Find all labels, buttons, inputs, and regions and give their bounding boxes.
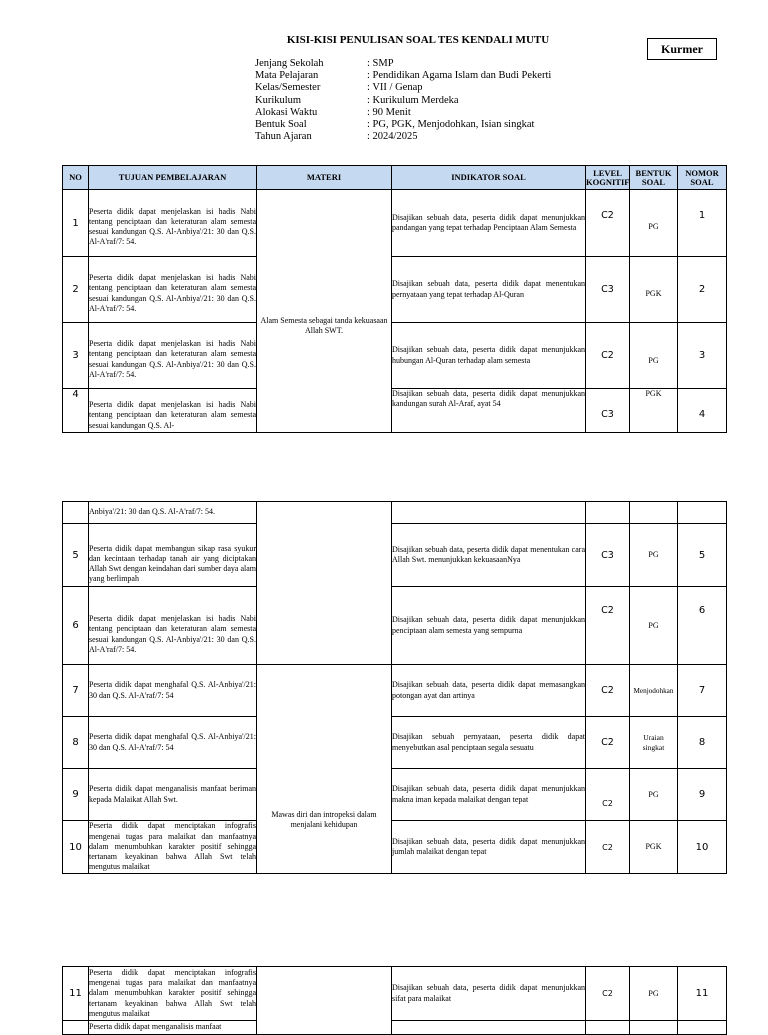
- row-bentuk: PGK: [630, 389, 678, 433]
- header-level: LEVEL KOGNITIF: [586, 166, 630, 190]
- info-value: : SMP: [367, 58, 394, 69]
- row-nomor: 2: [678, 257, 727, 323]
- row-bentuk: PG: [630, 190, 678, 257]
- row-bentuk: PGK: [630, 821, 678, 874]
- row-indikator: Disajikan sebuah data, peserta didik dapat menunjukkan jumlah malaikat dengan tepat: [392, 821, 586, 874]
- row-indikator: Disajikan sebuah data, peserta didik dapat menentukan cara Allah Swt. menunjukkan kekuasaanNya: [392, 524, 586, 587]
- info-value: : Kurikulum Merdeka: [367, 94, 459, 106]
- row-tujuan: Peserta didik dapat menciptakan infografis mengenai tugas para malaikat dan manfaatnya dalam menumbuhkan karakter positif sehingga tertanam keyakinan bahwa Allah Swt telah mengutus malaikat: [89, 821, 257, 874]
- info-label: Tahun Ajaran: [255, 131, 312, 143]
- row-nomor: 11: [678, 967, 727, 1021]
- row-tujuan: Peserta didik dapat menciptakan infografis mengenai tugas para malaikat dan manfaatnya dalam menumbuhkan karakter positif sehingga tertanam keyakinan bahwa Allah Swt telah mengutus malaikat: [89, 967, 257, 1021]
- row-nomor: 9: [678, 769, 727, 821]
- row-no: 2: [63, 257, 89, 323]
- table-row: [63, 389, 727, 433]
- info-label: Kurikulum: [255, 94, 302, 106]
- info-row-jenjang: [255, 58, 551, 70]
- row-indikator: Disajikan sebuah data, peserta didik dapat menunjukkan sifat para malaikat: [392, 967, 586, 1021]
- row-nomor: 5: [678, 524, 727, 587]
- row-bentuk: PG: [630, 967, 678, 1021]
- table-row: [63, 1021, 727, 1035]
- row-level: C2: [586, 717, 630, 769]
- row-nomor: 6: [678, 587, 727, 665]
- info-label: Kelas/Semester: [255, 82, 321, 94]
- kisi-table-part-3: [62, 966, 727, 1035]
- header-materi: MATERI: [257, 166, 392, 190]
- row-tujuan: Peserta didik dapat menjelaskan isi hadis Nabi tentang penciptaan dan keteraturan alam semesta sesuai kandungan Q.S. Al-Anbiya'/21: 30 dan Q.S. Al-A'raf/7: 54.: [89, 323, 257, 389]
- row-no: 4: [63, 389, 89, 433]
- header-no: NO: [63, 166, 89, 190]
- row-tujuan: Peserta didik dapat menghafal Q.S. Al-Anbiya'/21: 30 dan Q.S. Al-A'raf/7: 54: [89, 717, 257, 769]
- row-nomor: 10: [678, 821, 727, 874]
- info-row-tahun: [255, 131, 551, 143]
- kisi-table-part-1: [62, 165, 727, 433]
- row-materi: Alam Semesta sebagai tanda kekuasaan Allah SWT.: [257, 190, 392, 433]
- row-indikator: Disajikan sebuah data, peserta didik dapat menunjukkan kandungan surah Al-Araf, ayat 54: [392, 389, 586, 433]
- row-no: 3: [63, 323, 89, 389]
- row-nomor: 8: [678, 717, 727, 769]
- row-no: 9: [63, 769, 89, 821]
- document-title: KISI-KISI PENULISAN SOAL TES KENDALI MUTU: [286, 34, 550, 46]
- row-nomor: 4: [678, 389, 727, 433]
- table-row: [63, 665, 727, 717]
- table-row: [63, 821, 727, 874]
- info-label: Mata Pelajaran: [255, 70, 319, 82]
- row-indikator: Disajikan sebuah data, peserta didik dapat menunjukkan penciptaan alam semesta yang sempurna: [392, 587, 586, 665]
- header-bentuk: BENTUK SOAL: [630, 166, 678, 190]
- kisi-table-part-2: [62, 501, 727, 874]
- info-label: Jenjang Sekolah: [255, 58, 324, 69]
- row-nomor: 1: [678, 190, 727, 257]
- row-level: C3: [586, 524, 630, 587]
- info-row-alokasi: [255, 107, 551, 119]
- header-indikator: INDIKATOR SOAL: [392, 166, 586, 190]
- row-tujuan: Peserta didik dapat menjelaskan isi hadis Nabi tentang penciptaan dan keteraturan alam semesta sesuai kandungan Q.S. Al-Anbiya'/21: 30 dan Q.S. Al-A'raf/7: 54.: [89, 587, 257, 665]
- row-level: C2: [586, 190, 630, 257]
- info-label: Bentuk Soal: [255, 119, 307, 131]
- row-bentuk: PG: [630, 323, 678, 389]
- info-row-kurikulum: [255, 95, 551, 107]
- header-nomor: NOMOR SOAL: [678, 166, 727, 190]
- table-row: [63, 769, 727, 821]
- info-value: : 90 Menit: [367, 106, 411, 118]
- row-bentuk: PG: [630, 587, 678, 665]
- row-tujuan: Peserta didik dapat menganalisis manfaat beriman kepada Malaikat Allah Swt.: [89, 769, 257, 821]
- table-row: [63, 524, 727, 587]
- info-row-kelas: [255, 82, 551, 94]
- table-header-row: [63, 166, 727, 190]
- info-value: : VII / Genap: [367, 82, 423, 94]
- row-level: C2: [586, 769, 630, 821]
- info-value: : Pendidikan Agama Islam dan Budi Pekerti: [367, 70, 552, 82]
- table-row: [63, 717, 727, 769]
- info-label: Alokasi Waktu: [255, 106, 318, 118]
- row-no: 7: [63, 665, 89, 717]
- row-indikator: Disajikan sebuah data, peserta didik dapat memasangkan potongan ayat dan artinya: [392, 665, 586, 717]
- info-value: : PG, PGK, Menjodohkan, Isian singkat: [367, 119, 535, 131]
- row-indikator: Disajikan sebuah data, peserta didik dapat menunjukkan pandangan yang tepat terhadap Penciptaan Alam Semesta: [392, 190, 586, 257]
- row-level: C2: [586, 587, 630, 665]
- row-indikator: Disajikan sebuah data, peserta didik dapat menentukan pernyataan yang tepat terhadap Al-Quran: [392, 257, 586, 323]
- info-row-bentuk: [255, 119, 551, 131]
- row-no: 6: [63, 587, 89, 665]
- row-indikator: Disajikan sebuah data, peserta didik dapat menunjukkan hubungan Al-Quran terhadap alam semesta: [392, 323, 586, 389]
- curriculum-badge: Kurmer: [647, 38, 717, 60]
- row-nomor: 7: [678, 665, 727, 717]
- row-no: 10: [63, 821, 89, 874]
- row-bentuk: Uraian singkat: [630, 717, 678, 769]
- table-row: [63, 323, 727, 389]
- row-level: C2: [586, 967, 630, 1021]
- row-tujuan: Anbiya'/21: 30 dan Q.S. Al-A'raf/7: 54.: [89, 502, 257, 524]
- row-level: C3: [586, 257, 630, 323]
- row-bentuk: PG: [630, 769, 678, 821]
- table-row: [63, 502, 727, 524]
- row-tujuan: Peserta didik dapat menjelaskan isi hadis Nabi tentang penciptaan dan keteraturan alam semesta sesuai kandungan Q.S. Al-: [89, 389, 257, 433]
- table-row: [63, 967, 727, 1021]
- row-level: C2: [586, 323, 630, 389]
- row-level: C2: [586, 821, 630, 874]
- info-row-mapel: [255, 70, 551, 82]
- row-bentuk: PG: [630, 524, 678, 587]
- table-row: [63, 190, 727, 257]
- row-bentuk: PGK: [630, 257, 678, 323]
- table-row: [63, 257, 727, 323]
- row-indikator: Disajikan sebuah pernyataan, peserta didik dapat menyebutkan asal penciptaan segala sesuatu: [392, 717, 586, 769]
- row-no: 8: [63, 717, 89, 769]
- row-level: C2: [586, 665, 630, 717]
- row-materi: Mawas diri dan intropeksi dalam menjalani kehidupan: [257, 665, 392, 874]
- row-indikator: Disajikan sebuah data, peserta didik dapat menunjukkan makna iman kepada malaikat dengan tepat: [392, 769, 586, 821]
- row-tujuan: Peserta didik dapat menjelaskan isi hadis Nabi tentang penciptaan dan keteraturan alam semesta sesuai kandungan Q.S. Al-Anbiya'/21: 30 dan Q.S. Al-A'raf/7: 54.: [89, 190, 257, 257]
- row-nomor: 3: [678, 323, 727, 389]
- row-no: 5: [63, 524, 89, 587]
- row-tujuan: Peserta didik dapat menganalisis manfaat: [89, 1021, 257, 1035]
- row-no: 11: [63, 967, 89, 1021]
- info-value: : 2024/2025: [367, 131, 418, 143]
- row-tujuan: Peserta didik dapat menjelaskan isi hadis Nabi tentang penciptaan dan keteraturan alam semesta sesuai kandungan Q.S. Al-Anbiya'/21: 30 dan Q.S. Al-A'raf/7: 54.: [89, 257, 257, 323]
- document-info: [255, 58, 551, 143]
- row-no: 1: [63, 190, 89, 257]
- row-tujuan: Peserta didik dapat membangun sikap rasa syukur dan kecintaan terhadap tanah air yang diciptakan Allah Swt dengan keindahan dari sumber daya alam yang berlimpah: [89, 524, 257, 587]
- row-tujuan: Peserta didik dapat menghafal Q.S. Al-Anbiya'/21: 30 dan Q.S. Al-A'raf/7: 54: [89, 665, 257, 717]
- table-row: [63, 587, 727, 665]
- header-tujuan: TUJUAN PEMBELAJARAN: [89, 166, 257, 190]
- row-bentuk: Menjodohkan: [630, 665, 678, 717]
- row-level: C3: [586, 389, 630, 433]
